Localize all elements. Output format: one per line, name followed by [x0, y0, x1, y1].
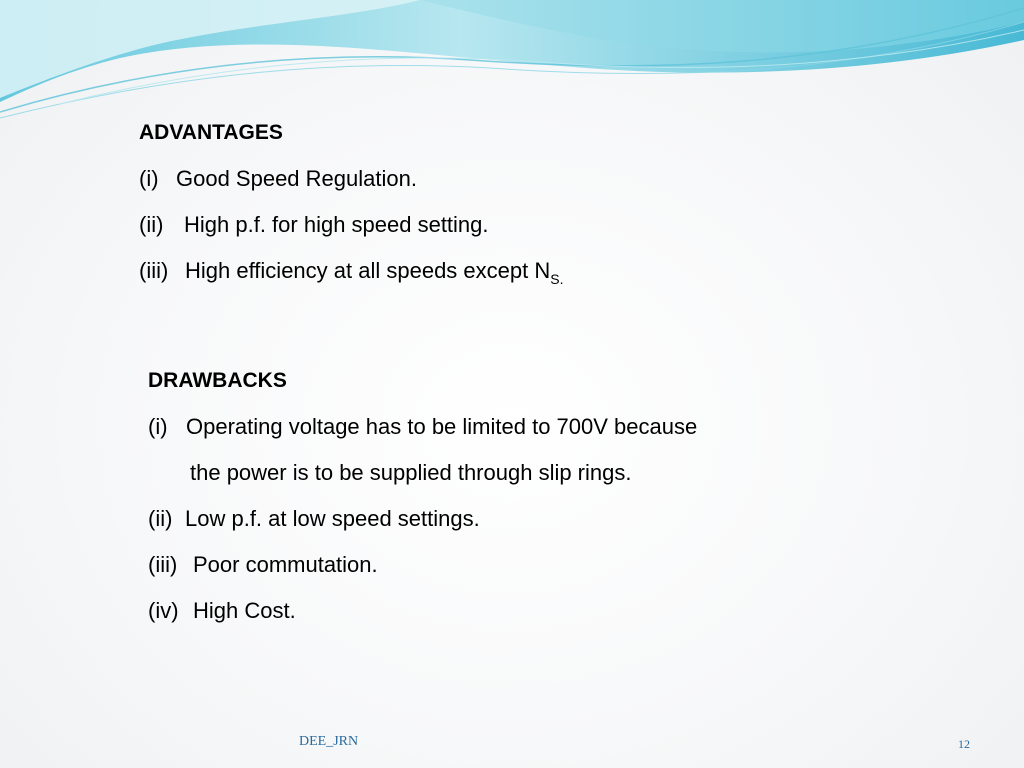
advantages-section — [139, 110, 563, 294]
advantages-heading: ADVANTAGES — [139, 121, 283, 144]
advantage-item — [139, 156, 563, 202]
item-text: Poor commutation. — [193, 552, 378, 577]
subscript: S. — [550, 271, 564, 287]
item-text: High Cost. — [193, 598, 296, 623]
item-text: High p.f. for high speed setting. — [184, 212, 489, 237]
item-text: Operating voltage has to be limited to 700V because — [186, 414, 698, 439]
drawbacks-heading: DRAWBACKS — [148, 369, 287, 392]
item-text: Good Speed Regulation. — [176, 166, 417, 191]
advantage-item — [139, 248, 563, 294]
item-number: (i) — [139, 166, 159, 191]
footer-author: DEE_JRN — [299, 734, 359, 749]
item-number: (iii) — [139, 258, 169, 283]
item-number: (i) — [148, 414, 168, 439]
item-number: (ii) — [139, 212, 164, 237]
item-number: (ii) — [148, 506, 173, 531]
drawbacks-section — [148, 358, 697, 634]
item-number: (iii) — [148, 552, 178, 577]
item-number: (iv) — [148, 598, 179, 623]
item-text: High efficiency at all speeds except N — [185, 258, 551, 283]
drawback-item — [148, 496, 697, 542]
advantage-item — [139, 202, 563, 248]
drawback-item — [148, 588, 697, 634]
drawback-item — [148, 542, 697, 588]
page-number: 12 — [958, 737, 970, 751]
drawback-item — [148, 404, 697, 450]
drawback-item-continuation: the power is to be supplied through slip rings. — [190, 460, 632, 485]
item-text: Low p.f. at low speed settings. — [185, 506, 480, 531]
